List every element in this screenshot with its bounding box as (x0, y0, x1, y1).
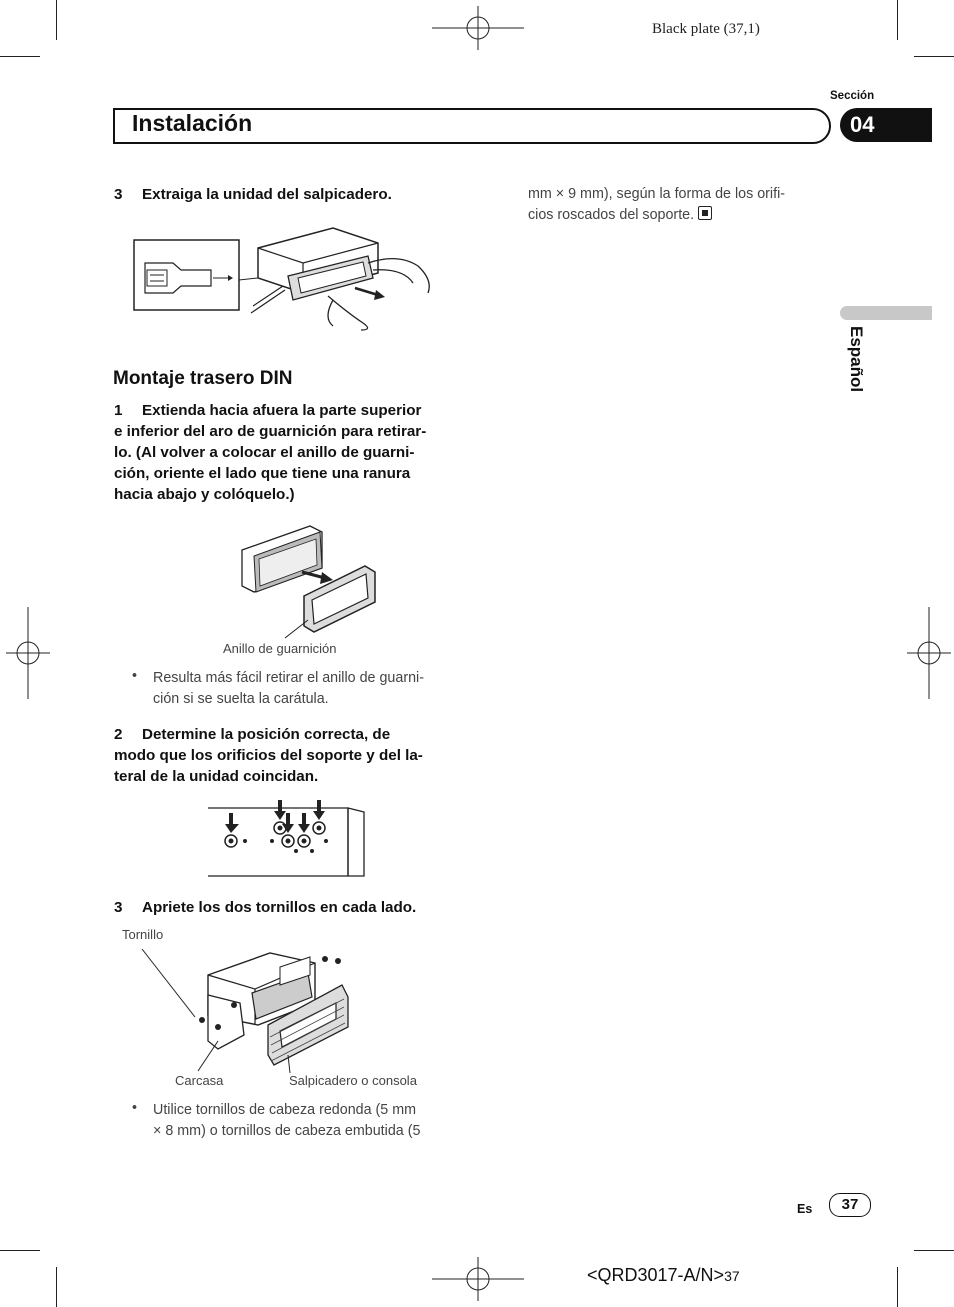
language-code: Es (797, 1202, 813, 1216)
step-line: teral de la unidad coincidan. (114, 768, 319, 785)
holes-alignment-illustration (208, 800, 368, 880)
document-page: 37 (724, 1268, 740, 1284)
trim-ring-caption: Anillo de guarnición (223, 641, 337, 656)
step-line: modo que los orificios del soporte y del la- (114, 747, 423, 764)
step-line: e inferior del aro de guarnición para retirar- (114, 423, 427, 440)
registration-mark-top (432, 6, 524, 50)
end-mark-icon (698, 206, 712, 220)
step-text: Extraiga la unidad del salpicadero. (142, 186, 392, 203)
language-tab (840, 306, 932, 320)
step-number: 3 (114, 186, 123, 203)
registration-mark-bottom (432, 1257, 524, 1301)
step-trim-ring (114, 400, 464, 505)
registration-mark-left (6, 607, 50, 699)
step-line: Determine la posición correcta, de (142, 726, 391, 743)
step-screws (114, 897, 464, 918)
section-label: Sección (830, 90, 875, 102)
step-line: ción, oriente el lado que tiene una ranura (114, 465, 411, 482)
bullet-dot: • (132, 668, 138, 684)
step-number: 1 (114, 402, 123, 419)
section-heading: Montaje trasero DIN (113, 368, 293, 389)
screw-install-illustration (140, 945, 360, 1075)
step-number: 3 (114, 899, 123, 916)
extract-unit-illustration (133, 218, 443, 338)
frame-caption: Carcasa (175, 1073, 224, 1088)
step-text: Apriete los dos tornillos en cada lado. (142, 899, 417, 916)
document-code (587, 1265, 740, 1286)
note-line: × 8 mm) o tornillos de cabeza embutida (5 (153, 1123, 421, 1139)
registration-mark-right (907, 607, 951, 699)
page-title: Instalación (132, 110, 253, 136)
trim-ring-illustration (240, 520, 380, 640)
screw-caption: Tornillo (122, 927, 164, 942)
dash-caption: Salpicadero o consola (289, 1073, 417, 1088)
step-line: lo. (Al volver a colocar el anillo de guarni- (114, 444, 415, 461)
step-line: hacia abajo y colóquelo.) (114, 486, 295, 503)
step-extract (114, 184, 464, 205)
note-line: Utilice tornillos de cabeza redonda (5 mm (153, 1102, 417, 1118)
step-number: 2 (114, 726, 123, 743)
plate-label: Black plate (37,1) (652, 21, 760, 37)
right-column-text (528, 184, 785, 226)
document-code-text: <QRD3017-A/N> (587, 1265, 725, 1285)
note-line: ción si se suelta la carátula. (153, 691, 329, 707)
bullet-dot: • (132, 1100, 138, 1116)
language-label: Español (847, 326, 866, 393)
step-line: Extienda hacia afuera la parte superior (142, 402, 422, 419)
body-line: cios roscados del soporte. (528, 207, 695, 223)
section-number-badge: 04 (840, 108, 932, 142)
body-line: mm × 9 mm), según la forma de los orifi- (528, 186, 786, 202)
step-position (114, 724, 464, 787)
note-line: Resulta más fácil retirar el anillo de guarni- (153, 670, 424, 686)
page-number: 37 (829, 1193, 871, 1217)
